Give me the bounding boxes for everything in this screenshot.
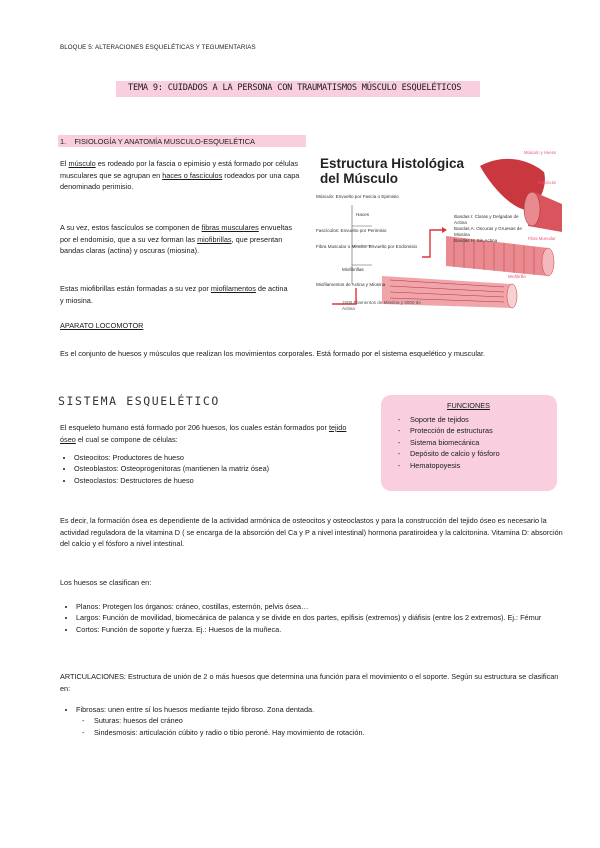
aparato-text: Es el conjunto de huesos y músculos que realizan los movimientos corporales. Está formado por el sistema esquelético y muscular. [60, 349, 486, 358]
paragraph-fasciculos [60, 222, 304, 257]
text: A su vez, estos fascículos se componen de [60, 223, 202, 232]
list-item: - Hematopoyesis [410, 460, 558, 471]
text: de actina y miosina. [60, 284, 288, 305]
clasificacion-list [62, 601, 562, 635]
block-header: BLOQUE 5: ALTERACIONES ESQUELÉTICAS Y TEGUMENTARIAS [60, 44, 256, 51]
list-item: • Fibrosas: unen entre sí los huesos mediante tejido fibroso. Zona dentada. [76, 704, 562, 715]
list-item: - Sistema biomecánica [410, 437, 558, 448]
label-miofibrillas: Miofibrillas [342, 267, 364, 272]
term-fibras: fibras musculares [201, 223, 259, 232]
list-item: • Largos: Función de movilidad, biomecánica de palanca y se divide en dos partes, epífisis (extremos) y diáfisis (entre los 2 extremos). Ej.: Fémur [76, 612, 562, 623]
label-bandas-a: Bandas A: Oscuras y Gruesas de Miosina [454, 226, 522, 237]
arrow-head [442, 227, 447, 233]
label-miofibrilla: Miofibrilla [508, 274, 526, 279]
term-miofibrillas: miofibrillas [197, 234, 232, 244]
label-fasciculo: Fascículo [538, 180, 556, 185]
text: El esqueleto humano está formado por 206 huesos, los cuales están formados por [60, 423, 329, 432]
label-miofilamentos: Miofilamentos de Actina y Miosina [316, 282, 386, 287]
funciones-heading: FUNCIONES [447, 401, 490, 410]
label-bandas-h: Bandas H: Sin Actina [454, 238, 498, 243]
text: rodeados por una capa denominado perimisio. [60, 170, 300, 192]
aparato-heading: APARATO LOCOMOTOR [60, 321, 144, 330]
list-item: • Osteoclastos: Destructores de hueso [74, 475, 360, 486]
paragraph-miofibrillas [60, 283, 290, 306]
articulaciones-list [62, 704, 562, 738]
label-bandas-i: Bandas I: Claras y Delgadas de Actina [454, 214, 519, 225]
funciones-list [398, 414, 558, 471]
list-item: - Suturas: huesos del cráneo [94, 715, 562, 726]
label-fasciculos: Fascículos: Envuelto por Perimisio [316, 228, 387, 233]
clasificacion-intro: Los huesos se clasifican en: [60, 578, 152, 587]
term-miofilamentos: miofilamentos [210, 284, 256, 293]
text: el cual se compone de células: [75, 434, 178, 444]
paragraph-formacion-osea: Es decir, la formación ósea es dependiente de la actividad armónica de osteocitos y osteoclastos y para la construcción del tejido óseo es necesario la actividad reguladora de la vitamina D ( se encarga de la absorción del Ca y P a nivel intestinal) hormona paratiroidea y la calcitonina. Vitamina D: absorción del calcio y el fósforo a nivel intestinal. [60, 516, 563, 549]
articulaciones-text: ARTICULACIONES: Estructura de unión de 2 o más huesos que determina una función para el movimiento o el soporte. Según su estructura se clasifican en: [60, 672, 559, 693]
term-tejido-oseo: tejido óseo [60, 423, 347, 444]
label-fibra: Fibra Muscular o Miocito: Envuelto por Endomisio [316, 244, 418, 249]
list-item: • Cortos: Función de soporte y fuerza. Ej.: Huesos de la muñeca. [76, 624, 562, 635]
list-item: • Osteocitos: Productores de hueso [74, 452, 360, 463]
section-number: 1. [60, 137, 67, 146]
figure-title-line: Estructura Histológica [320, 156, 465, 171]
text: es rodeado por la fascia o epimisio y está formado por células musculares que se agrupan en [60, 159, 299, 180]
paragraph-musculo [60, 158, 300, 193]
label-musculo-hueso: Músculo y Hueso [524, 150, 557, 155]
paragraph-esqueleto [60, 422, 350, 445]
subtitle-sistema-esqueletico: SISTEMA ESQUELÉTICO [58, 394, 220, 408]
term-musculo: músculo [68, 159, 96, 168]
label-filamentos: 1500 Filamentos de Miosina y 3000 de Actina [342, 300, 421, 311]
label-haces: Haces [356, 212, 370, 217]
muscle-structure-figure [312, 148, 564, 316]
term-haces: haces o fascículos [162, 170, 223, 180]
section-heading [60, 137, 255, 146]
list-item: - Soporte de tejidos [410, 414, 558, 425]
page-title: TEMA 9: CUIDADOS A LA PERSONA CON TRAUMATISMOS MÚSCULO ESQUELÉTICOS [128, 83, 462, 93]
label-fibra-muscular: Fibra Muscular [528, 236, 556, 241]
text: El [60, 159, 69, 168]
section-title: FISIOLOGÍA Y ANATOMÍA MUSCULO-ESQUELÉTICA [74, 137, 255, 146]
cell-list [60, 452, 360, 486]
figure-title-line: del Músculo [320, 171, 399, 186]
list-item: • Osteoblastos: Osteoprogenitoras (mantienen la matriz ósea) [74, 463, 360, 474]
label-musculo: Músculo: Envuelto por Fascia o Epimisio [316, 194, 399, 199]
list-item: - Sindesmosis: articulación cúbito y radio o tibio peroné. Hay movimiento de rotación. [94, 727, 562, 738]
list-item: • Planos: Protegen los órganos: cráneo, costillas, esternón, pelvis ósea… [76, 601, 562, 612]
text: , que presentan bandas claras (actina) y oscuras (miosina). [60, 234, 283, 256]
list-item: - Depósito de calcio y fósforo [410, 448, 558, 459]
list-item: - Protección de estructuras [410, 425, 558, 436]
text: Estas miofibrillas están formadas a su vez por [60, 284, 211, 293]
text: envueltas por el endomisio, que a su vez forman las [60, 223, 293, 244]
